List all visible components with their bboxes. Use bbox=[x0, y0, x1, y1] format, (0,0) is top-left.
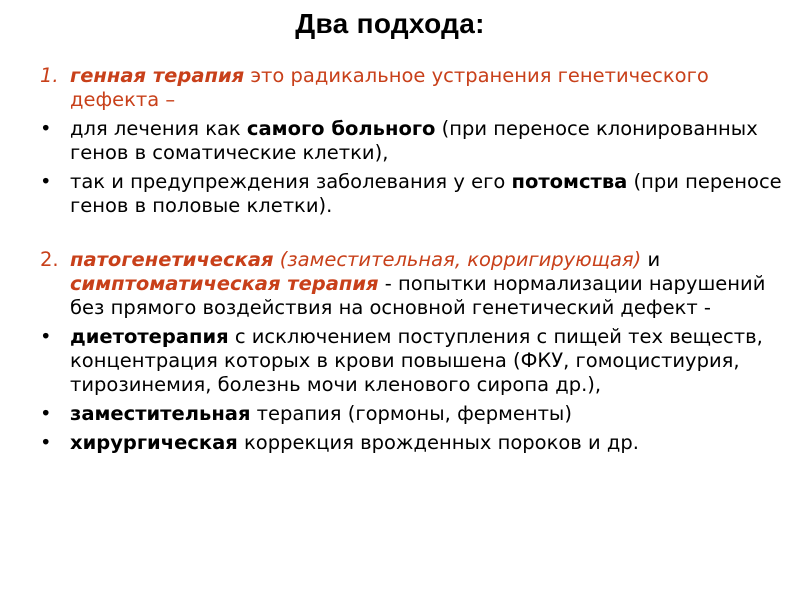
bullet-marker: • bbox=[40, 431, 52, 454]
bullet-marker: • bbox=[40, 170, 52, 193]
bullet-text-pre: так и предупреждения заболевания у его bbox=[70, 170, 512, 193]
bullet-text-bold: диетотерапия bbox=[70, 325, 229, 348]
section-1-text: это радикальное устранения генетического дефекта – bbox=[70, 64, 709, 111]
bullet-text-bold: хирургическая bbox=[70, 431, 238, 454]
bullet-text-post: коррекция врожденных пороков и др. bbox=[237, 431, 639, 454]
section-2-bullet-3 bbox=[40, 431, 792, 455]
bullet-text-bold: заместительная bbox=[70, 402, 251, 425]
section-2-bullet-1 bbox=[40, 325, 792, 397]
bullet-marker: • bbox=[40, 117, 52, 140]
section-2-bullet-2 bbox=[40, 402, 792, 426]
bullet-text-bold: самого больного bbox=[246, 117, 436, 140]
bullet-text-post: (при переносе генов в половые клетки). bbox=[70, 170, 782, 217]
section-2-heading bbox=[40, 248, 792, 320]
slide-title: Два подхода: bbox=[295, 8, 485, 39]
section-1-heading bbox=[40, 64, 792, 112]
section-2-term-1: патогенетическая bbox=[70, 248, 274, 271]
section-2-term-2: симптоматическая терапия bbox=[70, 272, 379, 295]
section-1-number: 1. bbox=[40, 64, 59, 87]
section-1-bullet-2 bbox=[40, 170, 792, 218]
bullet-text-pre: для лечения как bbox=[70, 117, 247, 140]
bullet-text-post: (при переносе клонированных генов в соматические клетки), bbox=[70, 117, 758, 164]
bullet-text-bold: потомства bbox=[511, 170, 628, 193]
bullet-marker: • bbox=[40, 402, 52, 425]
section-2-number: 2. bbox=[40, 248, 59, 271]
slide-body bbox=[40, 64, 792, 455]
bullet-text-post: терапия (гормоны, ферменты) bbox=[250, 402, 572, 425]
section-2-paren: (заместительная, корригирующая) bbox=[279, 248, 642, 271]
bullet-text-post: с исключением поступления с пищей тех веществ, концентрация которых в крови повышена (ФКУ, гомоцистиурия, тирозинемия, болезнь мочи кленового сиропа др.), bbox=[70, 325, 763, 396]
section-2-text: - попытки нормализации нарушений без прямого воздействия на основной генетический дефект - bbox=[70, 272, 766, 319]
section-1-bullet-1 bbox=[40, 117, 792, 165]
bullet-marker: • bbox=[40, 325, 52, 348]
section-2-conj: и bbox=[647, 248, 661, 271]
section-1-term: генная терапия bbox=[70, 64, 245, 87]
